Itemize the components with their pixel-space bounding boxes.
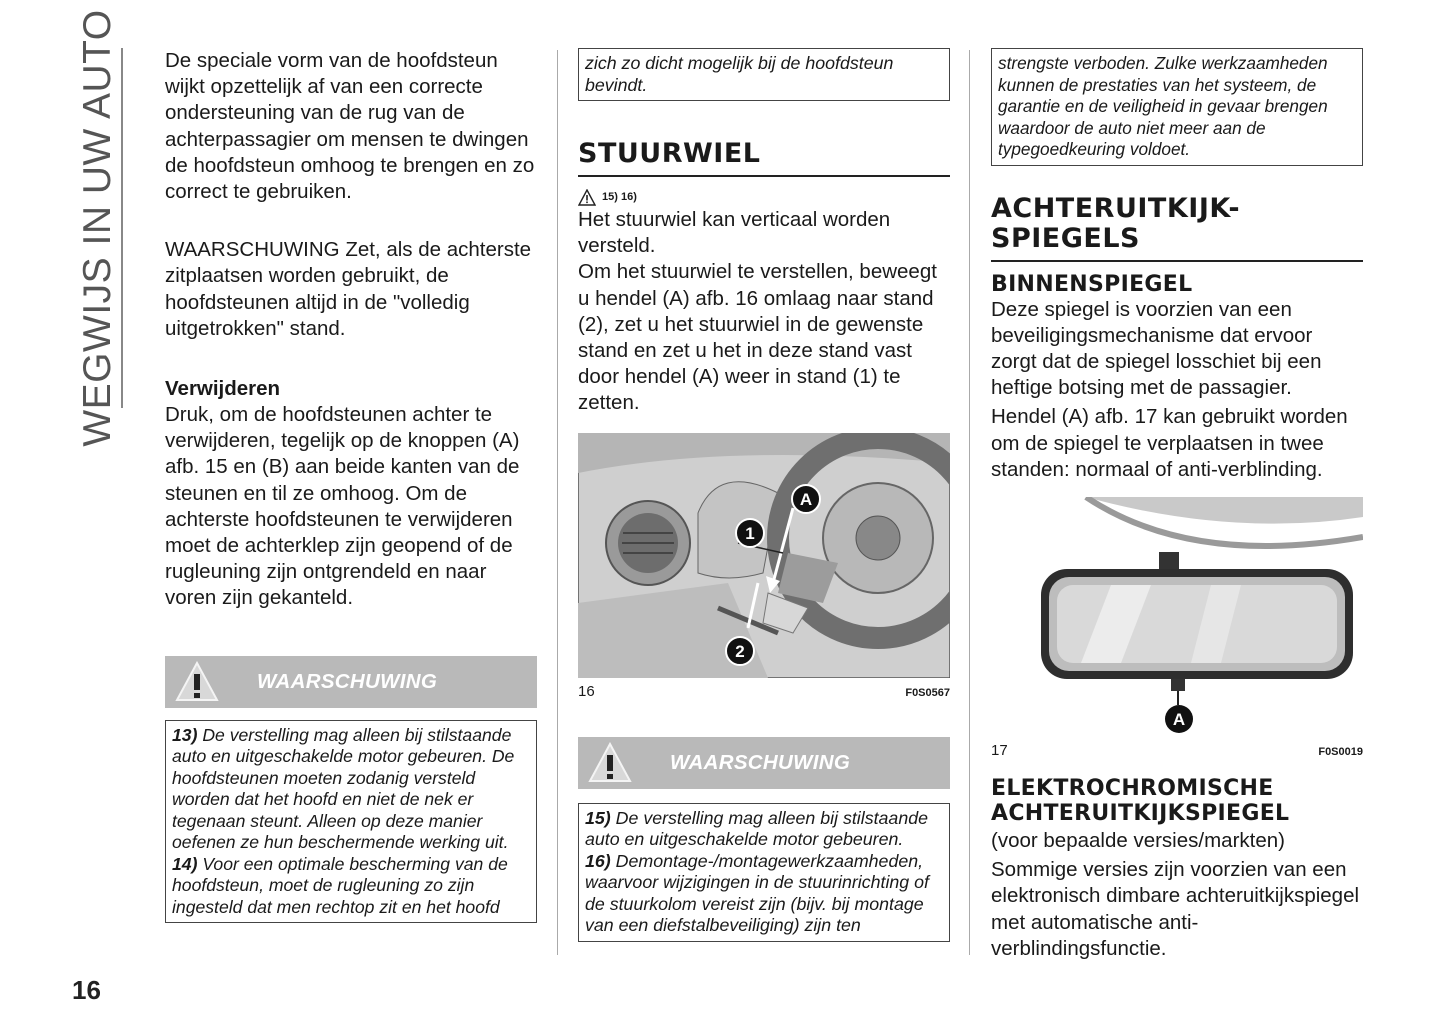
- interior-mirror-illustration: [991, 497, 1363, 737]
- heading-rear-view-mirrors: ACHTERUITKIJK-SPIEGELS: [991, 194, 1363, 262]
- paragraph: Het stuurwiel kan verticaal worden versteld.: [578, 208, 891, 258]
- side-divider: [121, 48, 123, 408]
- paragraph: Om het stuurwiel te verstellen, beweegt u hendel (A) afb. 16 omlaag naar stand (2), zet u het stuurwiel in de gewenste stand en zet u het in deze stand vast door hendel (A) weer in stand (1) te zetten.: [578, 260, 937, 415]
- figure-code: F0S0567: [905, 686, 950, 699]
- note-14: 14) Voor een optimale bescherming van de hoofdsteun, moet de rugleuning zo zijn ingesteld dat men rechtop zit en het hoofd: [172, 853, 508, 917]
- note-box: [578, 803, 950, 942]
- paragraph: Sommige versies zijn voorzien van een elektronisch dimbare achteruitkijkspiegel met automatische anti-verblindingsfunctie.: [991, 858, 1360, 960]
- note-13: 13) De verstelling mag alleen bij stilstaande auto en uitgeschakelde motor gebeuren. De hoofdsteunen moeten zodanig versteld worden dat het hoofd en niet de nek er tegenaan steunt. Alleen op deze manier oefenen ze hun beschermende werking uit.: [172, 724, 515, 853]
- warning-label: WAARSCHUWING: [670, 750, 851, 774]
- note-box: [165, 720, 537, 924]
- warning-label: WAARSCHUWING: [257, 669, 438, 693]
- warning-banner: [165, 656, 537, 708]
- page-number: 16: [72, 975, 101, 1005]
- column-divider: [557, 50, 558, 955]
- continued-note-box: zich zo dicht mogelijk bij de hoofdsteun bevindt.: [578, 48, 950, 101]
- steering-lever-illustration: [578, 433, 950, 678]
- column-2: [578, 48, 950, 942]
- paragraph: Hendel (A) afb. 17 kan gebruikt worden om de spiegel te verplaatsen in twee standen: normaal of anti-verblinding.: [991, 405, 1348, 481]
- column-divider: [969, 50, 970, 955]
- label-a: A: [799, 489, 813, 509]
- figure-17: [991, 497, 1363, 762]
- paragraph: Deze spiegel is voorzien van een beveiligingsmechanisme dat ervoor zorgt dat de spiegel losschiet bij een heftige botsing met de passagier.: [991, 297, 1322, 400]
- figure-caption: [578, 683, 950, 703]
- figure-caption: [991, 742, 1363, 762]
- subheading-interior-mirror: BINNENSPIEGEL: [991, 271, 1193, 297]
- warning-triangle-icon: [175, 660, 219, 704]
- warning-refs: 15) 16): [578, 187, 950, 207]
- figure-number: 16: [578, 682, 595, 700]
- continued-note-box: strengste verboden. Zulke werkzaamheden kunnen de prestaties van het systeem, de garantie en de veiligheid in gevaar brengen waardoor de auto niet meer aan de typegoedkeuring voldoet.: [991, 48, 1363, 166]
- paragraph: De speciale vorm van de hoofdsteun wijkt opzettelijk af van een correcte ondersteuning van de rug van de achterpassagier om mensen te dwingen de hoofdsteun omhoog te brengen en zo correct te gebruiken.: [165, 49, 535, 204]
- label-1: 1: [745, 523, 755, 543]
- figure-code: F0S0019: [1318, 745, 1363, 758]
- note-15: 15) De verstelling mag alleen bij stilstaande auto en uitgeschakelde motor gebeuren.: [585, 807, 928, 850]
- heading-steering-wheel: STUURWIEL: [578, 139, 950, 177]
- column-1: [165, 48, 537, 923]
- warning-triangle-icon: [588, 741, 632, 785]
- label-a: A: [1172, 709, 1186, 729]
- label-2: 2: [735, 641, 745, 661]
- figure-number: 17: [991, 741, 1008, 759]
- column-3: [991, 48, 1363, 962]
- subheading-electrochromic-mirror: ELEKTROCHROMISCHE ACHTERUITKIJKSPIEGEL: [991, 775, 1290, 826]
- warning-banner: [578, 737, 950, 789]
- warning-triangle-icon: [578, 189, 596, 206]
- warning-paragraph: WAARSCHUWING Zet, als de achterste zitplaatsen worden gebruikt, de hoofdsteunen altijd in de "volledig uitgetrokken" stand.: [165, 238, 532, 340]
- paragraph: (voor bepaalde versies/markten): [991, 828, 1285, 852]
- note-16: 16) Demontage-/montagewerkzaamheden, waarvoor wijzigingen in de stuurinrichting of de stuurkolom vereist zijn (bijv. bij montage van een diefstalbeveiliging) zijn ten: [585, 850, 929, 936]
- side-chapter-title: WEGWIJS IN UW AUTO: [76, 9, 119, 447]
- paragraph: Druk, om de hoofdsteunen achter te verwijderen, tegelijk op de knoppen (A) afb. 15 en (B) aan beide kanten van de steunen en til ze omhoog. Om de achterste hoofdsteunen te verwijderen moet de achterklep zijn geopend of de rugleuning zijn ontgrendeld en naar voren zijn gekanteld.: [165, 403, 520, 610]
- figure-16: [578, 433, 950, 703]
- subhead-removal: Verwijderen: [165, 377, 281, 401]
